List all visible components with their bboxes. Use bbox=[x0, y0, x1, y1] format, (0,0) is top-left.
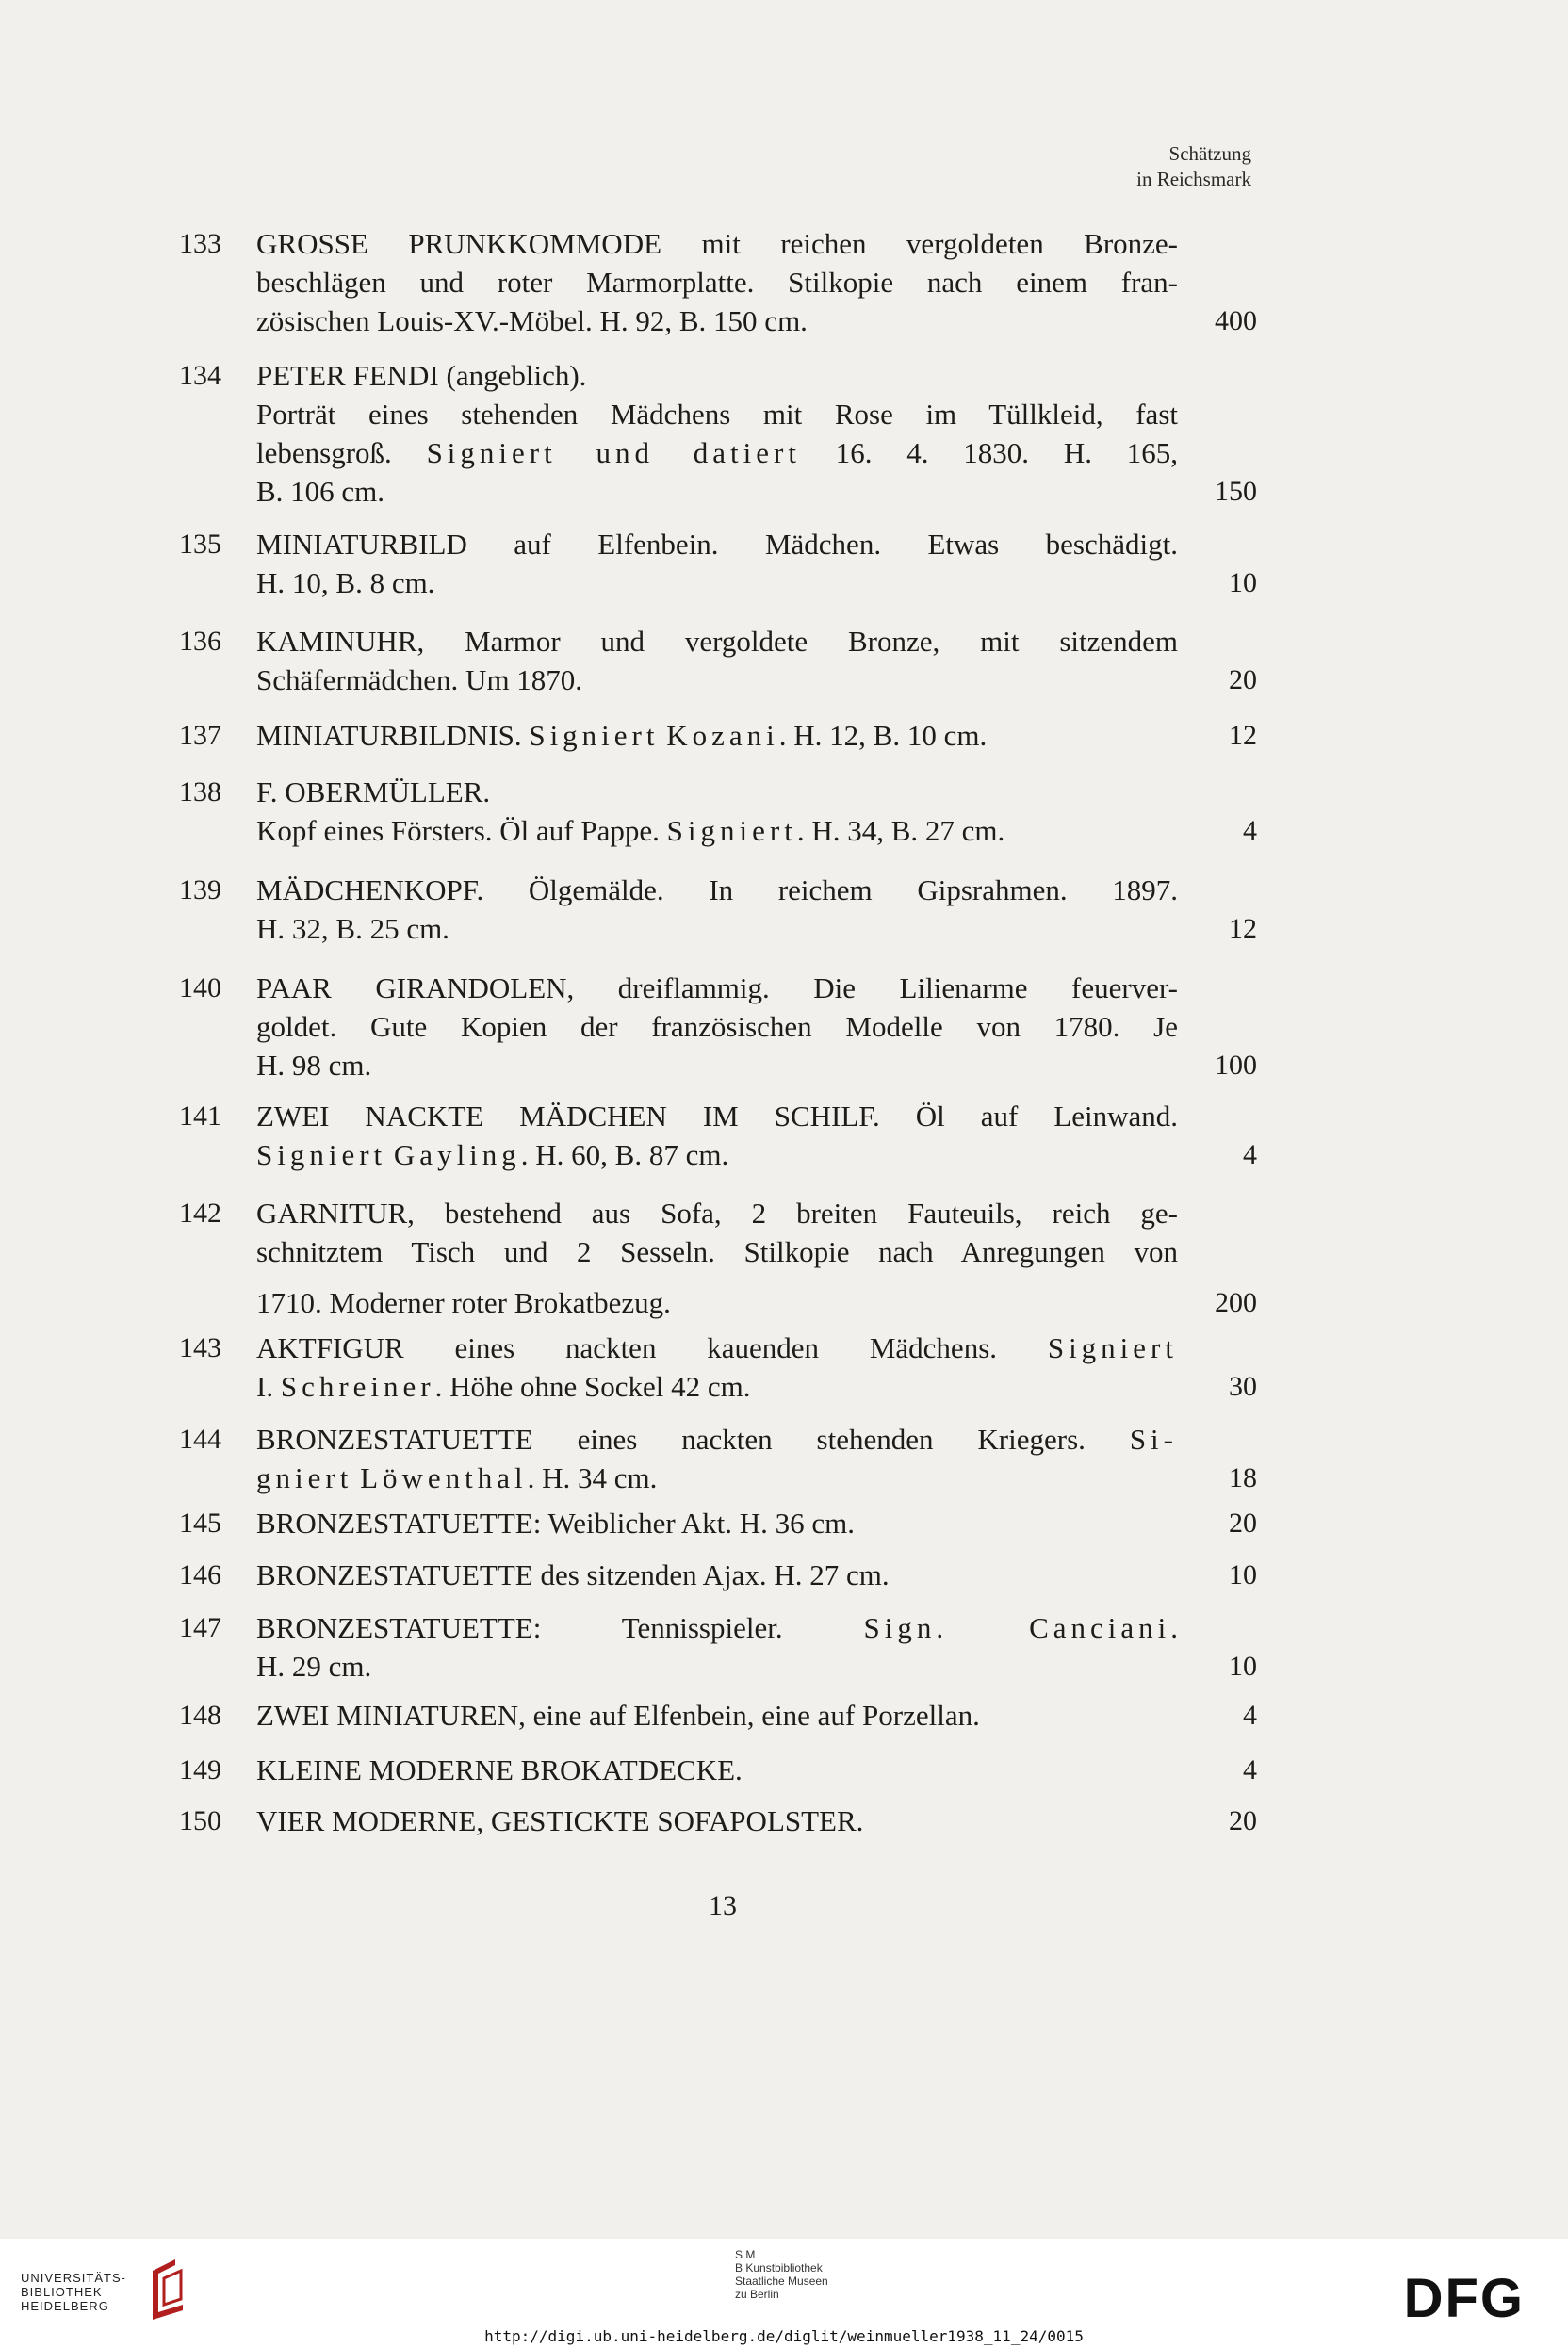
description-line: BRONZESTATUETTE des sitzenden Ajax. H. 27 cm. bbox=[256, 1558, 890, 1591]
description-line: ZWEI NACKTE MÄDCHEN IM SCHILF. Öl auf Leinwand. bbox=[256, 1100, 1178, 1133]
lot-number: 143 bbox=[179, 1332, 221, 1363]
description-line: Porträt eines stehenden Mädchens mit Rose im Tüllkleid, fast bbox=[256, 398, 1178, 431]
description-line: H. 10, B. 8 cm. bbox=[256, 566, 435, 599]
ub-logo-line2: BIBLIOTHEK bbox=[21, 2285, 103, 2299]
smb-line4: zu Berlin bbox=[735, 2288, 779, 2301]
estimate-price: 150 bbox=[1215, 476, 1257, 507]
lot-number: 134 bbox=[179, 360, 221, 391]
lot-description bbox=[256, 1097, 1178, 1174]
lot-description bbox=[256, 525, 1178, 602]
estimate-price: 4 bbox=[1243, 1754, 1257, 1785]
description-line: MINIATURBILD auf Elfenbein. Mädchen. Etwas beschädigt. bbox=[256, 528, 1178, 561]
lot-number: 149 bbox=[179, 1754, 221, 1785]
lot-number: 148 bbox=[179, 1700, 221, 1731]
description-line: Kopf eines Försters. Öl auf Pappe. Signiert. H. 34, B. 27 cm. bbox=[256, 814, 1005, 847]
description-line: Schäfermädchen. Um 1870. bbox=[256, 663, 583, 696]
description-line: BRONZESTATUETTE: Tennisspieler. Sign. Canciani. bbox=[256, 1611, 1178, 1644]
estimate-price: 400 bbox=[1215, 305, 1257, 336]
description-line: F. OBERMÜLLER. bbox=[256, 775, 491, 808]
description-line: lebensgroß. Signiert und datiert 16. 4. 1830. H. 165, bbox=[256, 436, 1179, 469]
description-line: H. 29 cm. bbox=[256, 1650, 372, 1683]
description-line: VIER MODERNE, GESTICKTE SOFAPOLSTER. bbox=[256, 1804, 864, 1837]
lot-description bbox=[256, 1556, 1178, 1594]
description-line: MINIATURBILDNIS. Signiert Kozani. H. 12, B. 10 cm. bbox=[256, 719, 988, 752]
smb-line3: Staatliche Museen bbox=[735, 2275, 828, 2288]
lot-description bbox=[256, 773, 1178, 850]
description-line: H. 98 cm. bbox=[256, 1049, 372, 1082]
lot-number: 144 bbox=[179, 1424, 221, 1455]
lot-number: 141 bbox=[179, 1101, 221, 1132]
estimate-price: 20 bbox=[1229, 1508, 1257, 1539]
lot-description bbox=[256, 622, 1178, 699]
estimate-price: 4 bbox=[1243, 1700, 1257, 1731]
estimate-header-line2: in Reichsmark bbox=[1136, 168, 1251, 190]
description-line: BRONZESTATUETTE eines nackten stehenden Kriegers. Si- bbox=[256, 1423, 1178, 1456]
smb-line2: B Kunstbibliothek bbox=[735, 2261, 823, 2275]
lot-number: 145 bbox=[179, 1508, 221, 1539]
lot-number: 147 bbox=[179, 1612, 221, 1643]
lot-number: 133 bbox=[179, 228, 221, 259]
lot-description bbox=[256, 224, 1178, 340]
source-url-link[interactable]: http://digi.ub.uni-heidelberg.de/diglit/weinmueller1938_11_24/0015 bbox=[484, 2327, 1084, 2345]
description-line: AKTFIGUR eines nackten kauenden Mädchens. Signiert bbox=[256, 1331, 1178, 1364]
description-line: H. 32, B. 25 cm. bbox=[256, 912, 449, 945]
lot-description bbox=[256, 1329, 1178, 1406]
estimate-price: 10 bbox=[1229, 1559, 1257, 1590]
description-line: GARNITUR, bestehend aus Sofa, 2 breiten Fauteuils, reich ge- bbox=[256, 1197, 1178, 1230]
page-number: 13 bbox=[709, 1890, 737, 1921]
description-line: I. Schreiner. Höhe ohne Sockel 42 cm. bbox=[256, 1370, 751, 1403]
description-line: 1710. Moderner roter Brokatbezug. bbox=[256, 1286, 671, 1319]
lot-description bbox=[256, 356, 1178, 511]
lot-description bbox=[256, 716, 1178, 755]
estimate-price: 4 bbox=[1243, 1139, 1257, 1170]
estimate-price: 4 bbox=[1243, 815, 1257, 846]
lot-description bbox=[256, 1420, 1178, 1497]
lot-description bbox=[256, 1696, 1178, 1735]
estimate-price: 200 bbox=[1215, 1287, 1257, 1318]
description-line: zösischen Louis-XV.-Möbel. H. 92, B. 150 cm. bbox=[256, 304, 808, 337]
lot-description bbox=[256, 871, 1178, 948]
lot-number: 150 bbox=[179, 1805, 221, 1836]
ub-logo-line3: HEIDELBERG bbox=[21, 2299, 109, 2313]
description-line: ZWEI MINIATUREN, eine auf Elfenbein, eine auf Porzellan. bbox=[256, 1699, 980, 1732]
description-line: PETER FENDI (angeblich). bbox=[256, 359, 587, 392]
description-line: gniert Löwenthal. H. 34 cm. bbox=[256, 1461, 658, 1494]
lot-number: 146 bbox=[179, 1559, 221, 1590]
description-line: MÄDCHENKOPF. Ölgemälde. In reichem Gipsrahmen. 1897. bbox=[256, 873, 1178, 906]
description-line: GROSSE PRUNKKOMMODE mit reichen vergoldeten Bronze- bbox=[256, 227, 1178, 260]
estimate-column-header bbox=[1136, 141, 1251, 192]
smb-kunstbibliothek-logo bbox=[735, 2248, 828, 2301]
lot-description bbox=[256, 1802, 1178, 1840]
lot-description bbox=[256, 969, 1178, 1084]
ub-heidelberg-logo bbox=[21, 2258, 200, 2324]
lot-description bbox=[256, 1608, 1178, 1686]
lot-description bbox=[256, 1194, 1178, 1322]
dfg-logo: DFG bbox=[1403, 2268, 1525, 2329]
lot-number: 138 bbox=[179, 776, 221, 807]
estimate-price: 10 bbox=[1229, 1651, 1257, 1682]
lot-number: 135 bbox=[179, 529, 221, 560]
estimate-header-line1: Schätzung bbox=[1168, 142, 1251, 165]
lot-number: 142 bbox=[179, 1198, 221, 1229]
smb-line1: S M bbox=[735, 2248, 756, 2261]
ub-mark-icon bbox=[143, 2258, 192, 2324]
estimate-price: 20 bbox=[1229, 664, 1257, 695]
estimate-price: 30 bbox=[1229, 1371, 1257, 1402]
description-line: BRONZESTATUETTE: Weiblicher Akt. H. 36 cm. bbox=[256, 1507, 856, 1540]
ub-logo-line1: UNIVERSITÄTS- bbox=[21, 2271, 126, 2285]
description-line: KLEINE MODERNE BROKATDECKE. bbox=[256, 1753, 743, 1786]
description-line: KAMINUHR, Marmor und vergoldete Bronze, mit sitzendem bbox=[256, 625, 1178, 658]
lot-number: 139 bbox=[179, 874, 221, 905]
description-line: goldet. Gute Kopien der französischen Modelle von 1780. Je bbox=[256, 1010, 1178, 1043]
estimate-price: 12 bbox=[1229, 720, 1257, 751]
description-line: Signiert Gayling. H. 60, B. 87 cm. bbox=[256, 1138, 729, 1171]
estimate-price: 10 bbox=[1229, 567, 1257, 598]
description-line: B. 106 cm. bbox=[256, 475, 385, 508]
estimate-price: 12 bbox=[1229, 913, 1257, 944]
description-line: beschlägen und roter Marmorplatte. Stilkopie nach einem fran- bbox=[256, 266, 1178, 299]
description-line: schnitztem Tisch und 2 Sesseln. Stilkopie nach Anregungen von bbox=[256, 1235, 1178, 1268]
lot-number: 140 bbox=[179, 972, 221, 1003]
estimate-price: 100 bbox=[1215, 1050, 1257, 1081]
estimate-price: 18 bbox=[1229, 1462, 1257, 1493]
description-line: PAAR GIRANDOLEN, dreiflammig. Die Lilienarme feuerver- bbox=[256, 971, 1178, 1004]
lot-number: 137 bbox=[179, 720, 221, 751]
lot-description bbox=[256, 1504, 1178, 1542]
lot-number: 136 bbox=[179, 626, 221, 657]
lot-description bbox=[256, 1751, 1178, 1789]
estimate-price: 20 bbox=[1229, 1805, 1257, 1836]
